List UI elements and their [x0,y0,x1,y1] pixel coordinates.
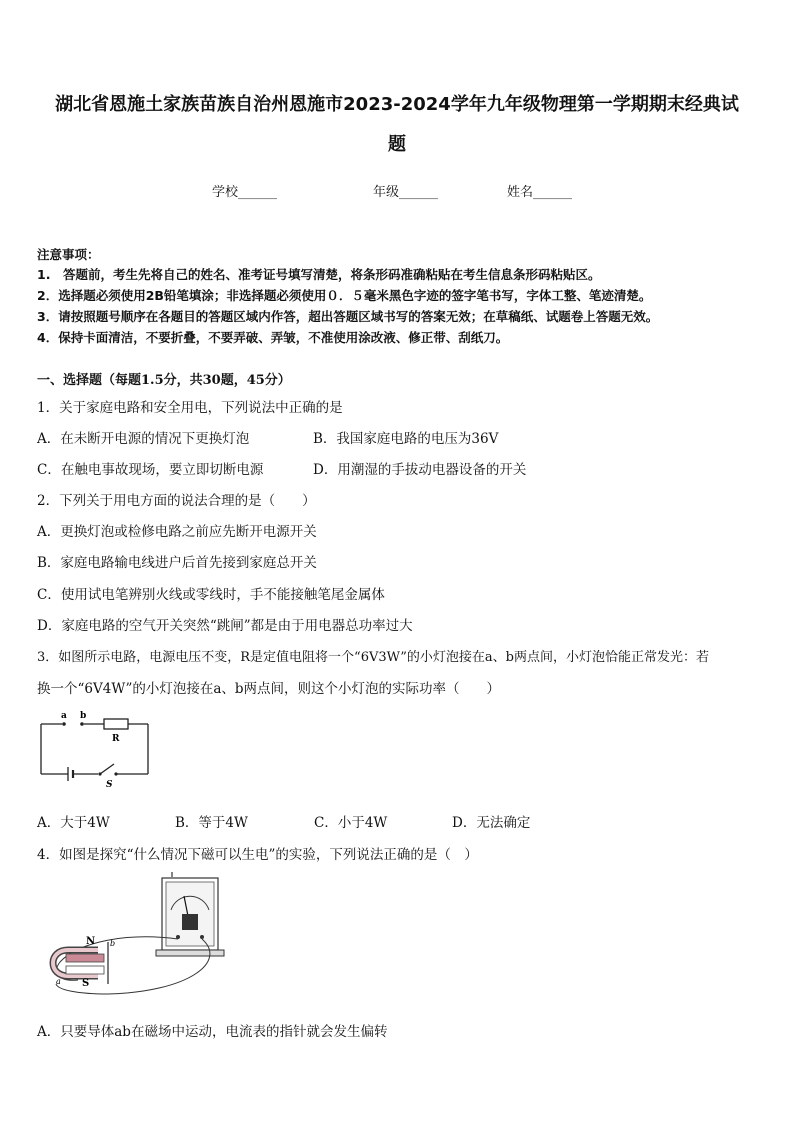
name-field: 姓名______ [507,185,573,200]
q2-option-b: B．家庭电路输电线进户后首先接到家庭总开关 [37,555,317,571]
q4-label-a: a [56,977,61,986]
q4-experiment-diagram [38,872,238,998]
q2-option-c: C．使用试电笔辨别火线或零线时，手不能接触笔尾金属体 [37,587,385,603]
q3-stem-line-2: 换一个“6V4W”的小灯泡接在a、b两点间，则这个小灯泡的实际功率（ ） [37,681,501,697]
section-heading: 一、选择题（每题1.5分，共30题，45分） [37,373,291,388]
q3-option-d: D．无法确定 [452,815,531,831]
note-item-4: 4．保持卡面清洁，不要折叠，不要弄破、弄皱，不准使用涂改液、修正带、刮纸刀。 [37,330,509,345]
q4-option-a: A．只要导体ab在磁场中运动，电流表的指针就会发生偏转 [37,1024,388,1040]
q3-circuit-diagram [36,708,156,790]
q1-option-a: A．在未断开电源的情况下更换灯泡 [37,431,250,447]
q2-option-a: A．更换灯泡或检修电路之前应先断开电源开关 [37,524,317,540]
q3-stem-line-1: 3．如图所示电路，电源电压不变，R是定值电阻将一个“6V3W”的小灯泡接在a、b两点间，小灯泡恰能正常发光：若 [37,650,709,665]
q1-option-b: B．我国家庭电路的电压为36V [313,431,499,447]
note-item-2: 2．选择题必须使用2B铅笔填涂；非选择题必须使用０．５毫米黑色字迹的签字笔书写，字体工整、笔迹清楚。 [37,288,652,303]
q4-label-b: b [110,939,116,948]
q3-option-b: B．等于4W [175,815,248,831]
title-line-2: 题 [388,134,406,155]
q1-option-c: C．在触电事故现场，要立即切断电源 [37,462,264,478]
q3-option-c: C．小于4W [314,815,388,831]
q3-label-a: a [61,711,67,721]
q3-label-s: S [106,780,113,790]
galvanometer-icon [156,872,224,956]
q4-label-n: N [86,936,96,947]
notes-heading: 注意事项： [37,247,100,262]
u-magnet-icon [53,950,104,976]
q3-label-b: b [80,711,87,721]
note-item-1: 1. 答题前，考生先将自己的姓名、准考证号填写清楚，将条形码准确粘贴在考生信息条形码粘贴区。 [37,267,601,282]
school-field: 学校______ [212,185,278,200]
q1-option-d: D．用潮湿的手拔动电器设备的开关 [313,462,527,478]
q3-option-a: A．大于4W [37,815,110,831]
q1-stem: 1．关于家庭电路和安全用电，下列说法中正确的是 [37,400,343,416]
q2-stem: 2．下列关于用电方面的说法合理的是（ ） [37,493,316,509]
grade-field: 年级______ [373,185,439,200]
q2-option-d: D．家庭电路的空气开关突然“跳闸”都是由于用电器总功率过大 [37,618,413,634]
q3-label-r: R [112,734,120,744]
q4-stem: 4．如图是探究“什么情况下磁可以生电”的实验，下列说法正确的是（ ） [37,847,478,863]
title-line-1: 湖北省恩施土家族苗族自治州恩施市2023-2024学年九年级物理第一学期期末经典试 [55,94,739,115]
q4-label-s: S [82,978,90,989]
note-item-3: 3．请按照题号顺序在各题目的答题区域内作答，超出答题区域书写的答案无效；在草稿纸、试题卷上答题无效。 [37,309,659,324]
